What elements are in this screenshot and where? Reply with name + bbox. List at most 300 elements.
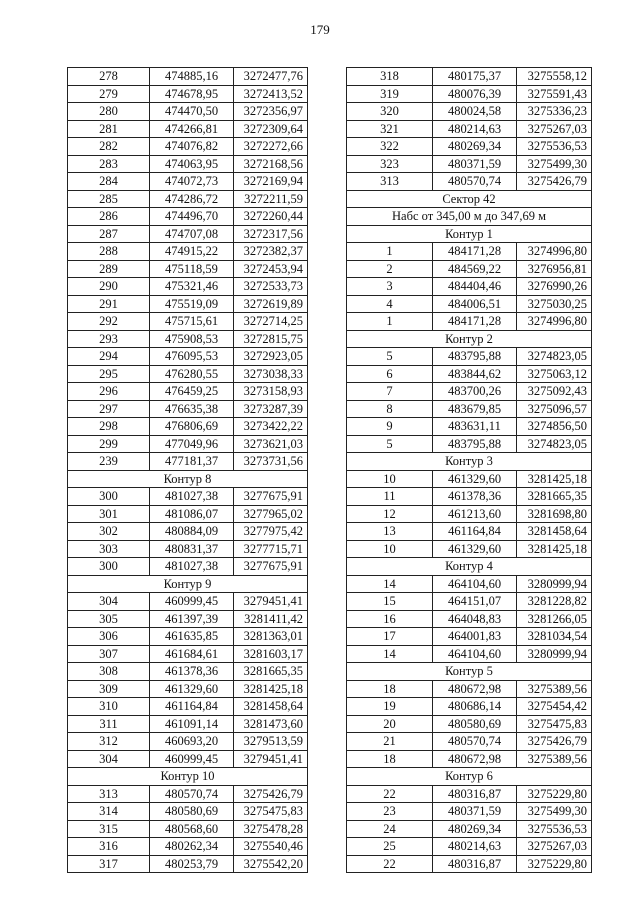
- table-row: [347, 820, 592, 838]
- coordinate-y: 3272168,56: [234, 155, 308, 173]
- section-header: Контур 3: [347, 453, 592, 471]
- table-row: [68, 663, 308, 681]
- table-row: [347, 855, 592, 873]
- coordinate-y: 3275499,30: [517, 155, 592, 173]
- coordinate-y: 3275426,79: [234, 785, 308, 803]
- point-number: 18: [347, 750, 433, 768]
- coordinate-x: 480570,74: [433, 733, 517, 751]
- coordinate-x: 480214,63: [433, 120, 517, 138]
- coordinate-x: 480580,69: [150, 803, 234, 821]
- table-row: [347, 243, 592, 261]
- table-row: [347, 278, 592, 296]
- coordinate-x: 461378,36: [433, 488, 517, 506]
- coordinate-x: 480672,98: [433, 680, 517, 698]
- table-row: [68, 645, 308, 663]
- coordinate-y: 3281425,18: [517, 540, 592, 558]
- table-row: [68, 505, 308, 523]
- section-header-row: [347, 208, 592, 226]
- point-number: 323: [347, 155, 433, 173]
- table-row: [347, 85, 592, 103]
- table-row: [347, 488, 592, 506]
- coordinate-y: 3277675,91: [234, 558, 308, 576]
- table-row: [68, 85, 308, 103]
- point-number: 281: [68, 120, 150, 138]
- section-header: Контур 2: [347, 330, 592, 348]
- coordinate-x: 461164,84: [433, 523, 517, 541]
- point-number: 315: [68, 820, 150, 838]
- coordinate-x: 481027,38: [150, 488, 234, 506]
- coordinate-x: 484171,28: [433, 243, 517, 261]
- coordinate-x: 464104,60: [433, 645, 517, 663]
- coordinate-x: 460693,20: [150, 733, 234, 751]
- coordinate-y: 3272260,44: [234, 208, 308, 226]
- section-header-row: [347, 768, 592, 786]
- point-number: 305: [68, 610, 150, 628]
- table-row: [68, 453, 308, 471]
- coordinate-y: 3275389,56: [517, 750, 592, 768]
- point-number: 316: [68, 838, 150, 856]
- point-number: 313: [347, 173, 433, 191]
- table-row: [347, 260, 592, 278]
- coordinate-y: 3281665,35: [517, 488, 592, 506]
- table-row: [68, 820, 308, 838]
- point-number: 286: [68, 208, 150, 226]
- table-row: [347, 313, 592, 331]
- coordinate-x: 476806,69: [150, 418, 234, 436]
- coordinate-y: 3272619,89: [234, 295, 308, 313]
- table-row: [68, 628, 308, 646]
- table-row: [347, 155, 592, 173]
- point-number: 320: [347, 103, 433, 121]
- point-number: 18: [347, 680, 433, 698]
- coordinate-x: 461329,60: [433, 470, 517, 488]
- point-number: 304: [68, 750, 150, 768]
- point-number: 10: [347, 470, 433, 488]
- section-header: Контур 9: [68, 575, 308, 593]
- point-number: 311: [68, 715, 150, 733]
- table-row: [347, 575, 592, 593]
- table-row: [68, 523, 308, 541]
- table-row: [347, 540, 592, 558]
- table-row: [68, 138, 308, 156]
- coordinate-x: 483631,11: [433, 418, 517, 436]
- coordinate-x: 480269,34: [433, 138, 517, 156]
- coordinate-x: 464001,83: [433, 628, 517, 646]
- point-number: 4: [347, 295, 433, 313]
- coordinate-x: 461091,14: [150, 715, 234, 733]
- section-header-row: [347, 558, 592, 576]
- table-row: [68, 208, 308, 226]
- coordinates-table-right: [346, 67, 592, 873]
- table-row: [68, 260, 308, 278]
- coordinate-y: 3281458,64: [517, 523, 592, 541]
- table-row: [68, 365, 308, 383]
- point-number: 301: [68, 505, 150, 523]
- coordinate-y: 3274996,80: [517, 313, 592, 331]
- point-number: 290: [68, 278, 150, 296]
- table-row: [68, 680, 308, 698]
- point-number: 21: [347, 733, 433, 751]
- coordinate-y: 3272413,52: [234, 85, 308, 103]
- point-number: 298: [68, 418, 150, 436]
- table-row: [68, 418, 308, 436]
- coordinate-x: 480580,69: [433, 715, 517, 733]
- point-number: 25: [347, 838, 433, 856]
- coordinate-x: 461329,60: [150, 680, 234, 698]
- coordinate-y: 3281034,54: [517, 628, 592, 646]
- point-number: 300: [68, 558, 150, 576]
- point-number: 279: [68, 85, 150, 103]
- coordinate-y: 3273158,93: [234, 383, 308, 401]
- table-row: [347, 645, 592, 663]
- point-number: 17: [347, 628, 433, 646]
- coordinate-y: 3272477,76: [234, 68, 308, 86]
- coordinate-y: 3281665,35: [234, 663, 308, 681]
- table-row: [68, 750, 308, 768]
- point-number: 3: [347, 278, 433, 296]
- table-row: [68, 190, 308, 208]
- coordinate-y: 3275229,80: [517, 855, 592, 873]
- coordinate-x: 474076,82: [150, 138, 234, 156]
- table-row: [68, 435, 308, 453]
- point-number: 321: [347, 120, 433, 138]
- coordinate-y: 3279451,41: [234, 593, 308, 611]
- table-row: [68, 155, 308, 173]
- coordinate-x: 461635,85: [150, 628, 234, 646]
- table-row: [68, 383, 308, 401]
- table-row: [68, 225, 308, 243]
- coordinate-y: 3276956,81: [517, 260, 592, 278]
- coordinate-x: 480570,74: [150, 785, 234, 803]
- coordinate-y: 3275540,46: [234, 838, 308, 856]
- section-header: Контур 1: [347, 225, 592, 243]
- coordinate-y: 3275426,79: [517, 173, 592, 191]
- table-row: [347, 698, 592, 716]
- point-number: 24: [347, 820, 433, 838]
- coordinate-y: 3277715,71: [234, 540, 308, 558]
- table-row: [347, 838, 592, 856]
- coordinate-x: 477049,96: [150, 435, 234, 453]
- table-row: [68, 68, 308, 86]
- section-header-row: [347, 190, 592, 208]
- coordinate-y: 3281228,82: [517, 593, 592, 611]
- table-row: [68, 838, 308, 856]
- point-number: 304: [68, 593, 150, 611]
- point-number: 12: [347, 505, 433, 523]
- point-number: 318: [347, 68, 433, 86]
- coordinate-x: 480253,79: [150, 855, 234, 873]
- coordinate-x: 483844,62: [433, 365, 517, 383]
- coordinate-x: 461164,84: [150, 698, 234, 716]
- table-row: [347, 120, 592, 138]
- table-row: [68, 103, 308, 121]
- section-header: Контур 8: [68, 470, 308, 488]
- point-number: 11: [347, 488, 433, 506]
- coordinate-y: 3279513,59: [234, 733, 308, 751]
- point-number: 300: [68, 488, 150, 506]
- coordinate-y: 3273287,39: [234, 400, 308, 418]
- coordinate-x: 480570,74: [433, 173, 517, 191]
- coordinate-x: 484171,28: [433, 313, 517, 331]
- coordinate-x: 480686,14: [433, 698, 517, 716]
- point-number: 22: [347, 785, 433, 803]
- point-number: 289: [68, 260, 150, 278]
- point-number: 312: [68, 733, 150, 751]
- coordinate-y: 3275475,83: [517, 715, 592, 733]
- table-row: [347, 803, 592, 821]
- coordinate-x: 474915,22: [150, 243, 234, 261]
- coordinate-y: 3274823,05: [517, 435, 592, 453]
- coordinate-x: 474286,72: [150, 190, 234, 208]
- point-number: 20: [347, 715, 433, 733]
- coordinate-y: 3275478,28: [234, 820, 308, 838]
- coordinate-x: 461684,61: [150, 645, 234, 663]
- table-row: [68, 488, 308, 506]
- point-number: 299: [68, 435, 150, 453]
- point-number: 307: [68, 645, 150, 663]
- coordinate-x: 483700,26: [433, 383, 517, 401]
- table-row: [347, 365, 592, 383]
- table-row: [68, 855, 308, 873]
- section-header: Набс от 345,00 м до 347,69 м: [347, 208, 592, 226]
- coordinate-x: 474678,95: [150, 85, 234, 103]
- point-number: 308: [68, 663, 150, 681]
- section-header-row: [347, 330, 592, 348]
- coordinate-x: 475519,09: [150, 295, 234, 313]
- coordinate-x: 480568,60: [150, 820, 234, 838]
- coordinate-y: 3272309,64: [234, 120, 308, 138]
- coordinate-y: 3275542,20: [234, 855, 308, 873]
- coordinate-x: 464048,83: [433, 610, 517, 628]
- table-row: [68, 295, 308, 313]
- point-number: 278: [68, 68, 150, 86]
- coordinate-x: 483795,88: [433, 348, 517, 366]
- coordinate-y: 3275030,25: [517, 295, 592, 313]
- coordinate-x: 480175,37: [433, 68, 517, 86]
- coordinate-x: 460999,45: [150, 593, 234, 611]
- table-row: [347, 715, 592, 733]
- coordinate-y: 3275092,43: [517, 383, 592, 401]
- coordinate-y: 3273422,22: [234, 418, 308, 436]
- point-number: 296: [68, 383, 150, 401]
- table-row: [347, 750, 592, 768]
- coordinate-x: 484404,46: [433, 278, 517, 296]
- table-row: [68, 348, 308, 366]
- coordinate-y: 3275558,12: [517, 68, 592, 86]
- coordinate-y: 3275267,03: [517, 120, 592, 138]
- section-header-row: [347, 663, 592, 681]
- coordinate-y: 3275499,30: [517, 803, 592, 821]
- coordinate-y: 3275096,57: [517, 400, 592, 418]
- point-number: 288: [68, 243, 150, 261]
- table-row: [68, 698, 308, 716]
- point-number: 294: [68, 348, 150, 366]
- coordinate-y: 3275536,53: [517, 820, 592, 838]
- coordinate-x: 480316,87: [433, 855, 517, 873]
- coordinate-y: 3272533,73: [234, 278, 308, 296]
- point-number: 303: [68, 540, 150, 558]
- coordinate-y: 3272453,94: [234, 260, 308, 278]
- coordinate-y: 3272211,59: [234, 190, 308, 208]
- point-number: 7: [347, 383, 433, 401]
- point-number: 292: [68, 313, 150, 331]
- coordinate-x: 476635,38: [150, 400, 234, 418]
- section-header: Контур 6: [347, 768, 592, 786]
- coordinate-y: 3281363,01: [234, 628, 308, 646]
- point-number: 284: [68, 173, 150, 191]
- point-number: 13: [347, 523, 433, 541]
- section-header: Контур 4: [347, 558, 592, 576]
- coordinate-x: 474707,08: [150, 225, 234, 243]
- coordinate-x: 461397,39: [150, 610, 234, 628]
- coordinate-y: 3273731,56: [234, 453, 308, 471]
- coordinate-x: 484006,51: [433, 295, 517, 313]
- section-header-row: [68, 470, 308, 488]
- coordinate-x: 475908,53: [150, 330, 234, 348]
- coordinate-x: 480371,59: [433, 803, 517, 821]
- coordinate-y: 3272714,25: [234, 313, 308, 331]
- table-row: [347, 435, 592, 453]
- coordinate-y: 3274856,50: [517, 418, 592, 436]
- coordinate-x: 464151,07: [433, 593, 517, 611]
- table-row: [347, 295, 592, 313]
- table-row: [347, 628, 592, 646]
- table-row: [68, 173, 308, 191]
- coordinate-y: 3272923,05: [234, 348, 308, 366]
- coordinate-y: 3275267,03: [517, 838, 592, 856]
- table-row: [347, 593, 592, 611]
- coordinate-x: 481086,07: [150, 505, 234, 523]
- section-header-row: [68, 768, 308, 786]
- coordinate-x: 475118,59: [150, 260, 234, 278]
- coordinate-y: 3273621,03: [234, 435, 308, 453]
- coordinate-y: 3272317,56: [234, 225, 308, 243]
- coordinate-y: 3281411,42: [234, 610, 308, 628]
- table-row: [347, 470, 592, 488]
- table-row: [68, 593, 308, 611]
- table-row: [68, 733, 308, 751]
- coordinate-x: 476280,55: [150, 365, 234, 383]
- coordinate-y: 3272382,37: [234, 243, 308, 261]
- coordinate-y: 3281698,80: [517, 505, 592, 523]
- table-row: [347, 610, 592, 628]
- coordinate-x: 476459,25: [150, 383, 234, 401]
- table-row: [68, 278, 308, 296]
- coordinate-y: 3275389,56: [517, 680, 592, 698]
- point-number: 19: [347, 698, 433, 716]
- coordinate-y: 3274996,80: [517, 243, 592, 261]
- table-row: [68, 313, 308, 331]
- coordinate-x: 461378,36: [150, 663, 234, 681]
- coordinate-y: 3275063,12: [517, 365, 592, 383]
- table-row: [68, 715, 308, 733]
- coordinate-x: 480076,39: [433, 85, 517, 103]
- coordinate-y: 3281266,05: [517, 610, 592, 628]
- point-number: 2: [347, 260, 433, 278]
- point-number: 319: [347, 85, 433, 103]
- point-number: 297: [68, 400, 150, 418]
- coordinate-y: 3281458,64: [234, 698, 308, 716]
- table-row: [347, 68, 592, 86]
- point-number: 280: [68, 103, 150, 121]
- coordinate-y: 3281473,60: [234, 715, 308, 733]
- point-number: 282: [68, 138, 150, 156]
- point-number: 287: [68, 225, 150, 243]
- coordinate-x: 481027,38: [150, 558, 234, 576]
- point-number: 15: [347, 593, 433, 611]
- coordinate-x: 483795,88: [433, 435, 517, 453]
- point-number: 5: [347, 435, 433, 453]
- coordinate-x: 474072,73: [150, 173, 234, 191]
- point-number: 1: [347, 313, 433, 331]
- coordinate-y: 3275536,53: [517, 138, 592, 156]
- point-number: 22: [347, 855, 433, 873]
- coordinate-x: 474470,50: [150, 103, 234, 121]
- coordinate-y: 3275475,83: [234, 803, 308, 821]
- table-row: [347, 400, 592, 418]
- coordinate-y: 3280999,94: [517, 575, 592, 593]
- coordinate-y: 3277965,02: [234, 505, 308, 523]
- table-row: [347, 103, 592, 121]
- point-number: 283: [68, 155, 150, 173]
- point-number: 293: [68, 330, 150, 348]
- table-row: [68, 540, 308, 558]
- table-row: [68, 558, 308, 576]
- table-row: [347, 138, 592, 156]
- point-number: 291: [68, 295, 150, 313]
- point-number: 14: [347, 645, 433, 663]
- table-row: [68, 803, 308, 821]
- point-number: 310: [68, 698, 150, 716]
- coordinate-y: 3277675,91: [234, 488, 308, 506]
- coordinate-y: 3279451,41: [234, 750, 308, 768]
- table-row: [347, 785, 592, 803]
- coordinate-x: 461213,60: [433, 505, 517, 523]
- point-number: 14: [347, 575, 433, 593]
- coordinates-table-left: [67, 67, 308, 873]
- section-header-row: [347, 453, 592, 471]
- point-number: 6: [347, 365, 433, 383]
- coordinate-y: 3281425,18: [234, 680, 308, 698]
- coordinate-x: 480024,58: [433, 103, 517, 121]
- coordinate-y: 3281603,17: [234, 645, 308, 663]
- coordinate-x: 476095,53: [150, 348, 234, 366]
- point-number: 1: [347, 243, 433, 261]
- coordinate-x: 477181,37: [150, 453, 234, 471]
- coordinate-y: 3275454,42: [517, 698, 592, 716]
- table-row: [347, 733, 592, 751]
- coordinate-x: 475715,61: [150, 313, 234, 331]
- section-header: Контур 5: [347, 663, 592, 681]
- section-header-row: [347, 225, 592, 243]
- coordinate-y: 3272815,75: [234, 330, 308, 348]
- coordinate-y: 3280999,94: [517, 645, 592, 663]
- coordinate-x: 480316,87: [433, 785, 517, 803]
- point-number: 313: [68, 785, 150, 803]
- point-number: 285: [68, 190, 150, 208]
- table-row: [347, 173, 592, 191]
- table-row: [347, 680, 592, 698]
- section-header-row: [68, 575, 308, 593]
- table-row: [347, 418, 592, 436]
- coordinate-x: 474266,81: [150, 120, 234, 138]
- coordinate-x: 483679,85: [433, 400, 517, 418]
- coordinate-y: 3272272,66: [234, 138, 308, 156]
- point-number: 8: [347, 400, 433, 418]
- point-number: 302: [68, 523, 150, 541]
- point-number: 16: [347, 610, 433, 628]
- table-row: [68, 330, 308, 348]
